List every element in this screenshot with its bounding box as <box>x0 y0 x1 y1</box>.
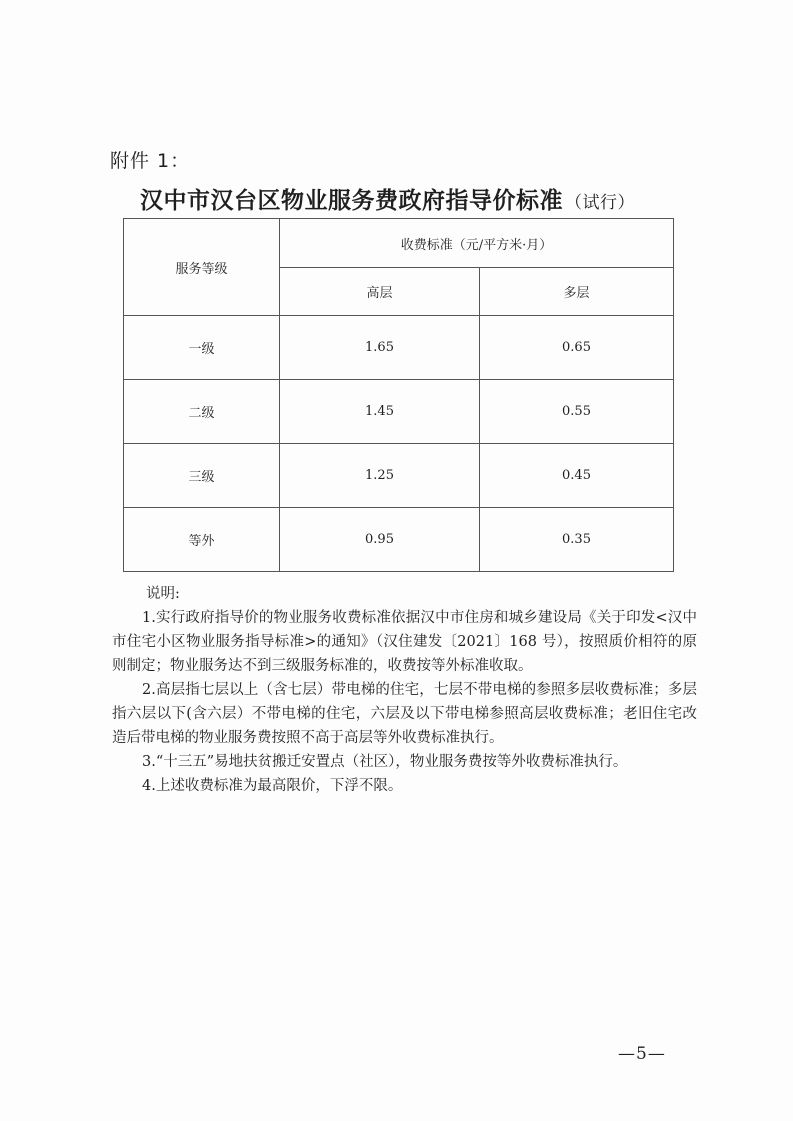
cell-grade: 一级 <box>124 316 280 380</box>
cell-high: 1.45 <box>280 380 480 444</box>
table-row <box>124 380 674 444</box>
table-row <box>124 444 674 508</box>
note-item: 1.实行政府指导价的物业服务收费标准依据汉中市住房和城乡建设局《关于印发<汉中市住宅小区物业服务指导标准>的通知》（汉住建发〔2021〕168 号），按照质价相符的原则制定；物业服务达不到三级服务标准的，收费按等外标准收取。 <box>112 610 697 674</box>
page-number: —5— <box>618 1044 666 1064</box>
document-title <box>140 182 700 215</box>
header-high-rise: 高层 <box>280 268 480 316</box>
cell-grade: 二级 <box>124 380 280 444</box>
cell-high: 1.65 <box>280 316 480 380</box>
notes-heading: 说明: <box>146 586 180 602</box>
table-row <box>124 316 674 380</box>
cell-high: 0.95 <box>280 508 480 572</box>
cell-multi: 0.35 <box>480 508 674 572</box>
cell-multi: 0.45 <box>480 444 674 508</box>
cell-grade: 等外 <box>124 508 280 572</box>
table-row <box>124 508 674 572</box>
note-item: 3.“十三五”易地扶贫搬迁安置点（社区），物业服务费按等外收费标准执行。 <box>142 754 628 770</box>
header-multi-storey: 多层 <box>480 268 674 316</box>
cell-high: 1.25 <box>280 444 480 508</box>
header-service-grade: 服务等级 <box>124 219 280 316</box>
header-fee-standard: 收费标准（元/平方米·月） <box>280 219 674 268</box>
cell-multi: 0.55 <box>480 380 674 444</box>
notes-section <box>112 582 697 798</box>
title-suffix: （试行） <box>565 193 635 213</box>
table-header-row <box>124 219 674 268</box>
annex-label: 附件 1： <box>110 150 191 172</box>
note-item: 2.高层指七层以上（含七层）带电梯的住宅，七层不带电梯的参照多层收费标准；多层指六层以下(含六层）不带电梯的住宅，六层及以下带电梯参照高层收费标准；老旧住宅改造后带电梯的物业服务费按照不高于高层等外收费标准执行。 <box>112 682 697 746</box>
fee-standard-table <box>123 218 674 572</box>
cell-multi: 0.65 <box>480 316 674 380</box>
note-item: 4.上述收费标准为最高限价，下浮不限。 <box>142 778 403 794</box>
cell-grade: 三级 <box>124 444 280 508</box>
title-main: 汉中市汉台区物业服务费政府指导价标准 <box>140 188 563 214</box>
